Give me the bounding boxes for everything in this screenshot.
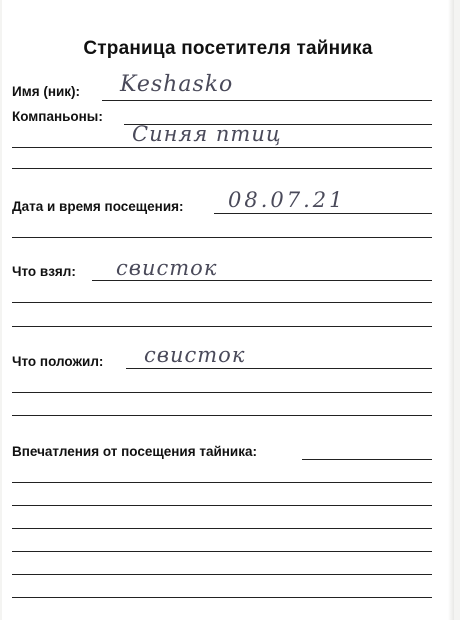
impressions-line-7: [12, 597, 432, 598]
datetime-line-2: [12, 237, 432, 238]
name-line: [102, 100, 432, 101]
took-line-3: [12, 326, 432, 327]
left-line-3: [12, 415, 432, 416]
left-label: Что положил:: [12, 354, 104, 369]
impressions-line-1: [302, 459, 432, 460]
companions-value: Синяя птиц: [132, 122, 282, 146]
left-line-1: [126, 368, 432, 369]
datetime-value: 08.07.21: [228, 188, 346, 212]
companions-line-3: [12, 168, 432, 169]
took-value: свисток: [116, 256, 218, 280]
name-label: Имя (ник):: [12, 84, 81, 99]
left-line-2: [12, 392, 432, 393]
left-value: свисток: [144, 343, 246, 367]
impressions-line-4: [12, 528, 432, 529]
paper-edge-shadow: [448, 0, 454, 620]
impressions-line-6: [12, 574, 432, 575]
datetime-label: Дата и время посещения:: [12, 199, 184, 214]
impressions-line-5: [12, 551, 432, 552]
visitor-page-sheet: [2, 0, 454, 620]
took-line-2: [12, 302, 432, 303]
took-label: Что взял:: [12, 264, 76, 279]
datetime-line-1: [214, 213, 432, 214]
companions-line-2: [12, 147, 432, 148]
impressions-line-2: [12, 482, 432, 483]
companions-label: Компаньоны:: [12, 109, 103, 124]
impressions-line-3: [12, 505, 432, 506]
page-title: Страница посетителя тайника: [83, 38, 373, 59]
took-line-1: [92, 280, 432, 281]
name-value: Keshasko: [120, 72, 234, 97]
impressions-label: Впечатления от посещения тайника:: [12, 444, 257, 459]
